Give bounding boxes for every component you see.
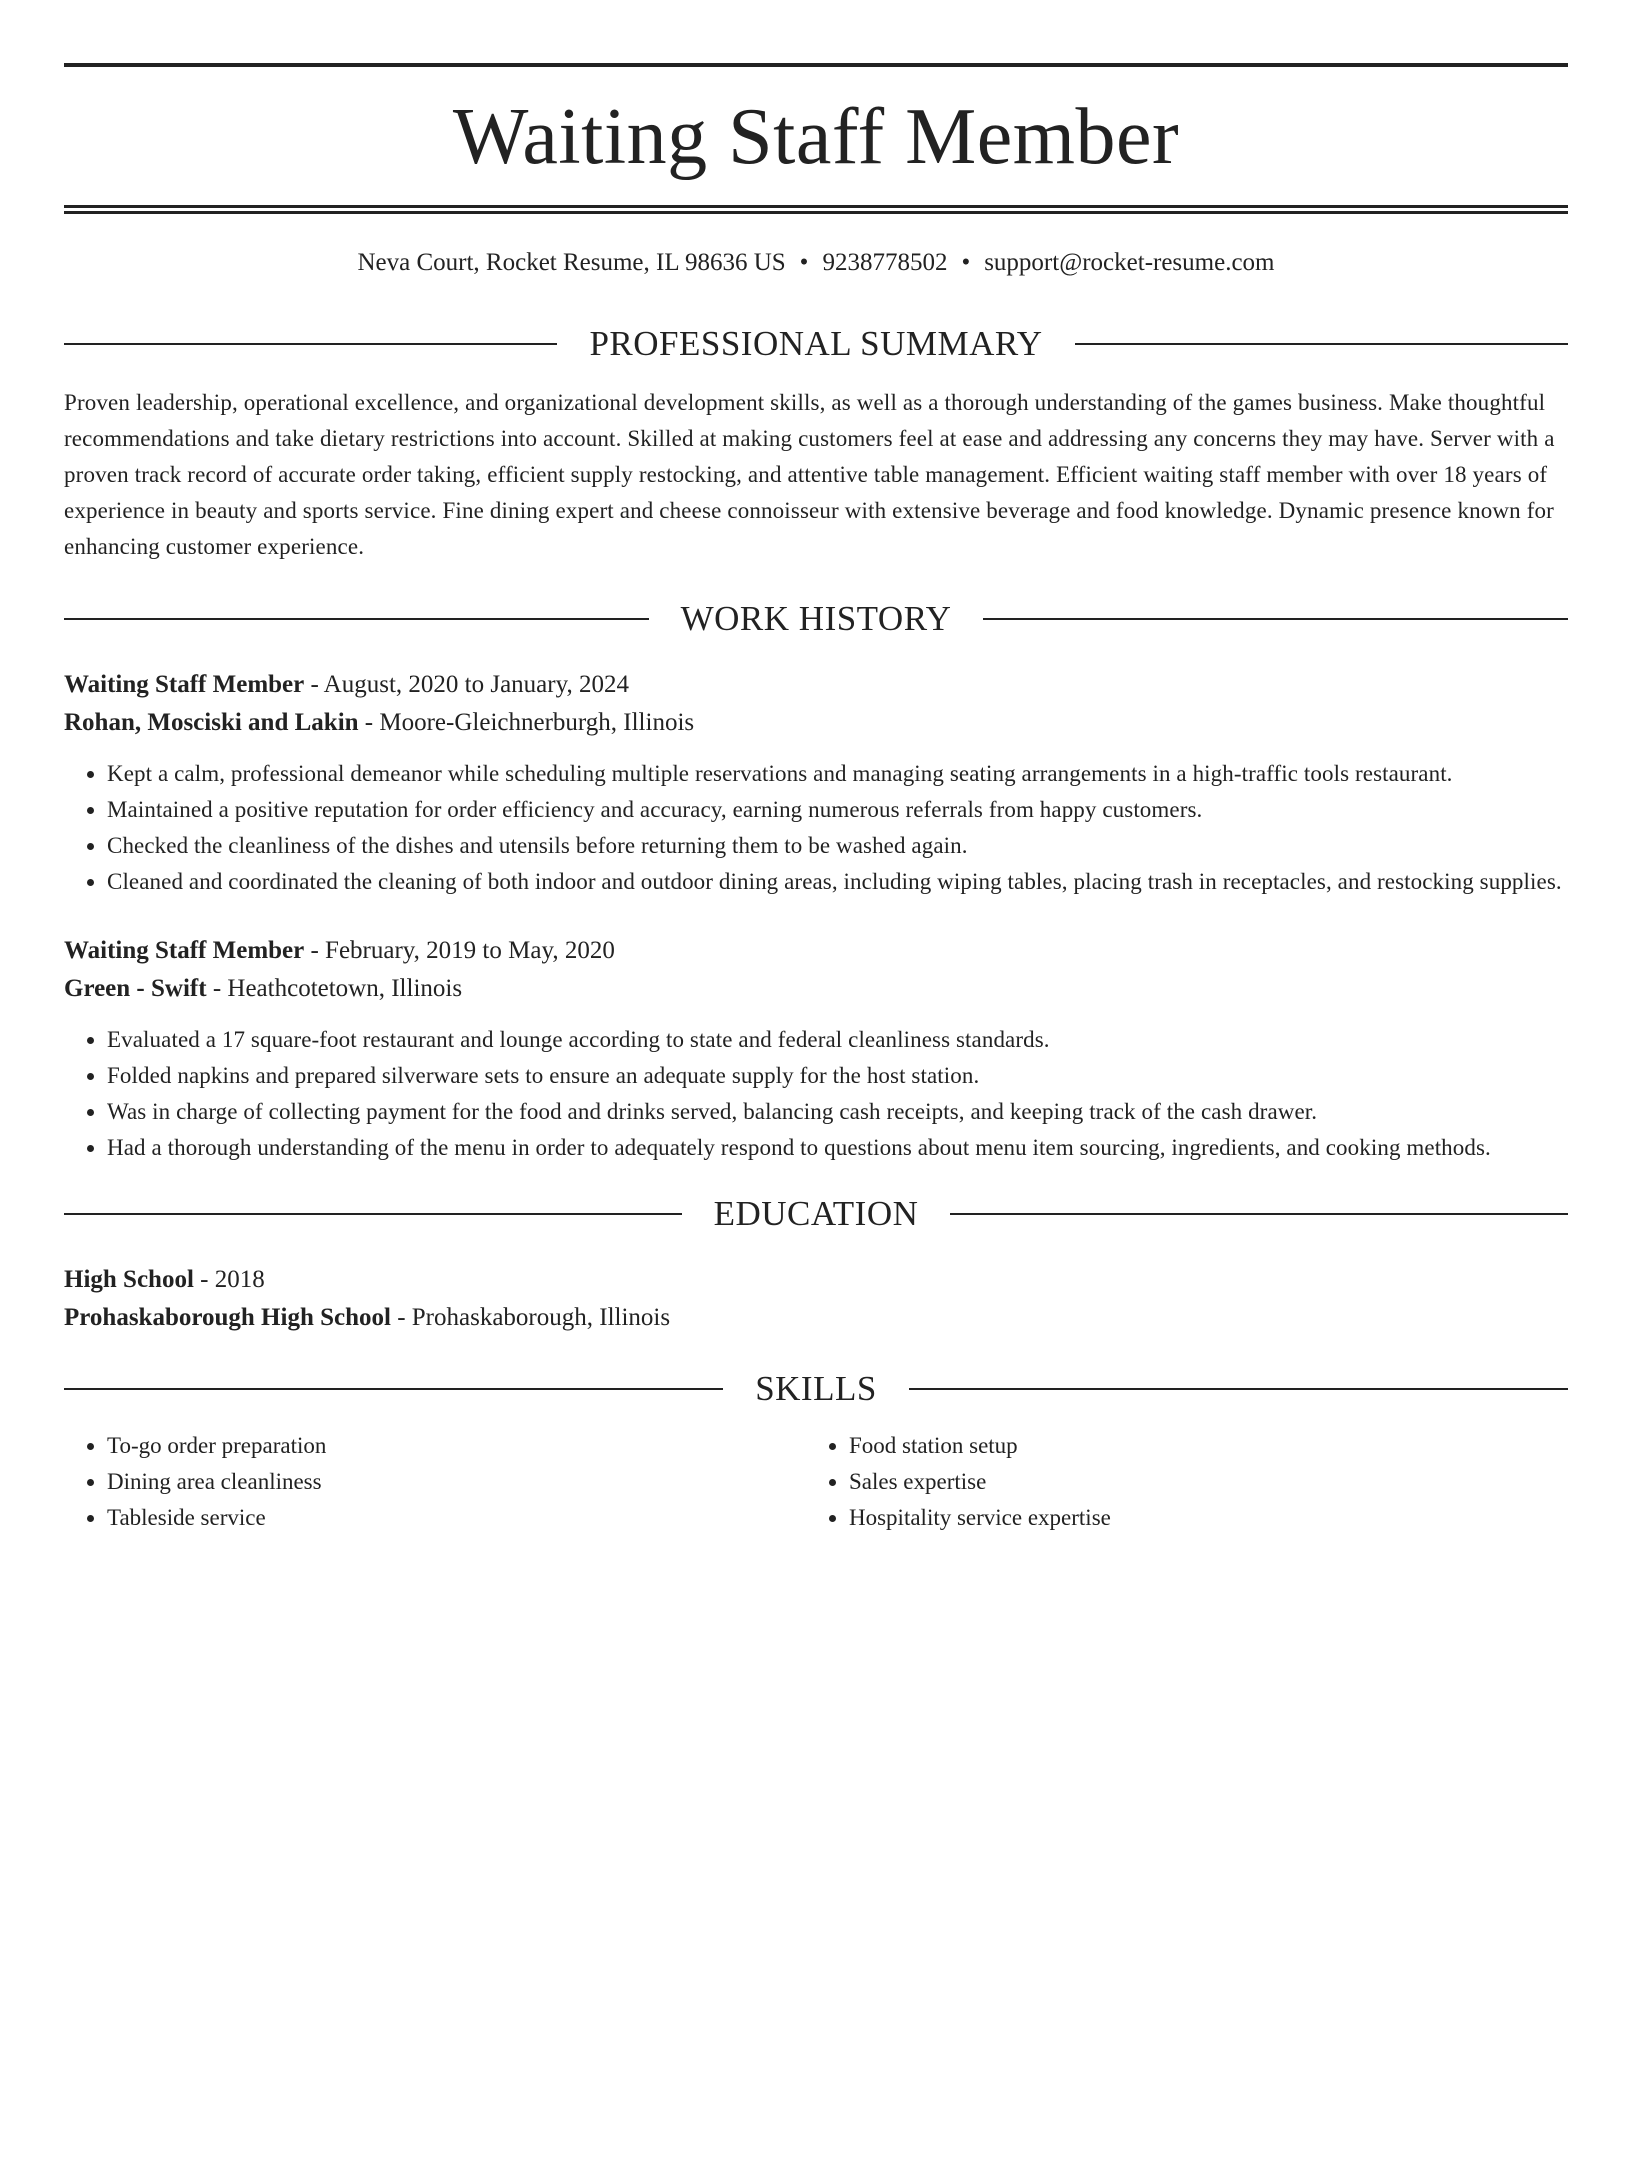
education-degree: High School xyxy=(64,1266,194,1293)
education-location: - Prohaskaborough, Illinois xyxy=(390,1304,671,1331)
job-bullet: • Checked the cleanliness of the dishes and utensils before returning them to be washed again. xyxy=(107,828,1568,864)
job-entry xyxy=(64,666,1568,900)
job-bullets xyxy=(64,756,1568,900)
section-rule xyxy=(983,618,1568,620)
section-rule xyxy=(64,1388,723,1390)
skills-section-title: SKILLS xyxy=(755,1369,877,1408)
skills-column-left xyxy=(64,1428,806,1536)
education-section-header xyxy=(64,1196,1568,1231)
job-company: Rohan, Mosciski and Lakin xyxy=(64,709,359,736)
job-title: Waiting Staff Member xyxy=(64,937,305,964)
job-company-line xyxy=(64,704,1568,742)
education-degree-line xyxy=(64,1261,1568,1299)
job-title: Waiting Staff Member xyxy=(64,671,305,698)
candidate-name: Waiting Staff Member xyxy=(452,93,1180,181)
job-location: - Moore-Gleichnerburgh, Illinois xyxy=(358,709,695,736)
education-school-line xyxy=(64,1299,1568,1337)
contact-address: Neva Court, Rocket Resume, IL 98636 US xyxy=(357,249,786,276)
job-company-line xyxy=(64,970,1568,1008)
section-rule xyxy=(64,1213,682,1215)
job-bullet: • Had a thorough understanding of the menu in order to adequately respond to questions about menu item sourcing, ingredients, and cooking methods. xyxy=(107,1130,1568,1166)
education-entry xyxy=(64,1261,1568,1337)
job-bullet: • Maintained a positive reputation for order efficiency and accuracy, earning numerous referrals from happy customers. xyxy=(107,792,1568,828)
skill-item: • Hospitality service expertise xyxy=(849,1500,1548,1536)
section-rule xyxy=(1075,343,1568,345)
section-rule xyxy=(950,1213,1568,1215)
job-bullet: • Kept a calm, professional demeanor while scheduling multiple reservations and managing seating arrangements in a high-traffic tools restaurant. xyxy=(107,756,1568,792)
top-rule xyxy=(64,63,1568,67)
skill-item: • Tableside service xyxy=(107,1500,806,1536)
job-bullet: • Cleaned and coordinated the cleaning of both indoor and outdoor dining areas, including wiping tables, placing trash in receptacles, and restocking supplies. xyxy=(107,864,1568,900)
summary-text: Proven leadership, operational excellence, and organizational development skills, as well as a thorough understanding of the games business. Make thoughtful recommendations and take dietary restrictions into account. Skilled at making customers feel at ease and addressing any concerns they may have. Server with a proven track record of accurate order taking, efficient supply restocking, and attentive table management. Efficient waiting staff member with over 18 years of experience in beauty and sports service. Fine dining expert and cheese connoisseur with extensive beverage and food knowledge. Dynamic presence known for enhancing customer experience. xyxy=(64,390,1555,559)
education-year: - 2018 xyxy=(193,1266,265,1293)
contact-phone: 9238778502 xyxy=(822,249,948,276)
skills-column-right xyxy=(806,1428,1548,1536)
job-company: Green - Swift xyxy=(64,975,207,1002)
job-bullets xyxy=(64,1022,1568,1166)
work-section-title: WORK HISTORY xyxy=(680,599,952,638)
job-title-line xyxy=(64,932,1568,970)
job-bullet: • Folded napkins and prepared silverware sets to ensure an adequate supply for the host station. xyxy=(107,1058,1568,1094)
section-rule xyxy=(909,1388,1568,1390)
skill-item: • To-go order preparation xyxy=(107,1428,806,1464)
resume-page xyxy=(0,63,1632,2175)
work-section-header xyxy=(64,601,1568,636)
skill-item: • Food station setup xyxy=(849,1428,1548,1464)
summary-section-header xyxy=(64,326,1568,361)
job-bullet: • Was in charge of collecting payment for the food and drinks served, balancing cash receipts, and keeping track of the cash drawer. xyxy=(107,1094,1568,1130)
education-section-title: EDUCATION xyxy=(713,1194,919,1233)
contact-separator: • xyxy=(799,249,809,276)
contact-email: support@rocket-resume.com xyxy=(984,249,1275,276)
job-entry xyxy=(64,932,1568,1166)
section-rule xyxy=(64,618,649,620)
summary-section-title: PROFESSIONAL SUMMARY xyxy=(589,324,1043,363)
skills-list xyxy=(64,1428,1568,1536)
job-title-line xyxy=(64,666,1568,704)
double-rule xyxy=(64,205,1568,214)
contact-line xyxy=(64,248,1568,278)
education-school: Prohaskaborough High School xyxy=(64,1304,391,1331)
skill-item: • Dining area cleanliness xyxy=(107,1464,806,1500)
skill-item: • Sales expertise xyxy=(849,1464,1548,1500)
job-dates: - August, 2020 to January, 2024 xyxy=(304,671,629,698)
job-bullet: • Evaluated a 17 square-foot restaurant and lounge according to state and federal cleanliness standards. xyxy=(107,1022,1568,1058)
job-dates: - February, 2019 to May, 2020 xyxy=(304,937,615,964)
job-location: - Heathcotetown, Illinois xyxy=(206,975,463,1002)
skills-section-header xyxy=(64,1371,1568,1406)
contact-separator: • xyxy=(961,249,971,276)
section-rule xyxy=(64,343,557,345)
